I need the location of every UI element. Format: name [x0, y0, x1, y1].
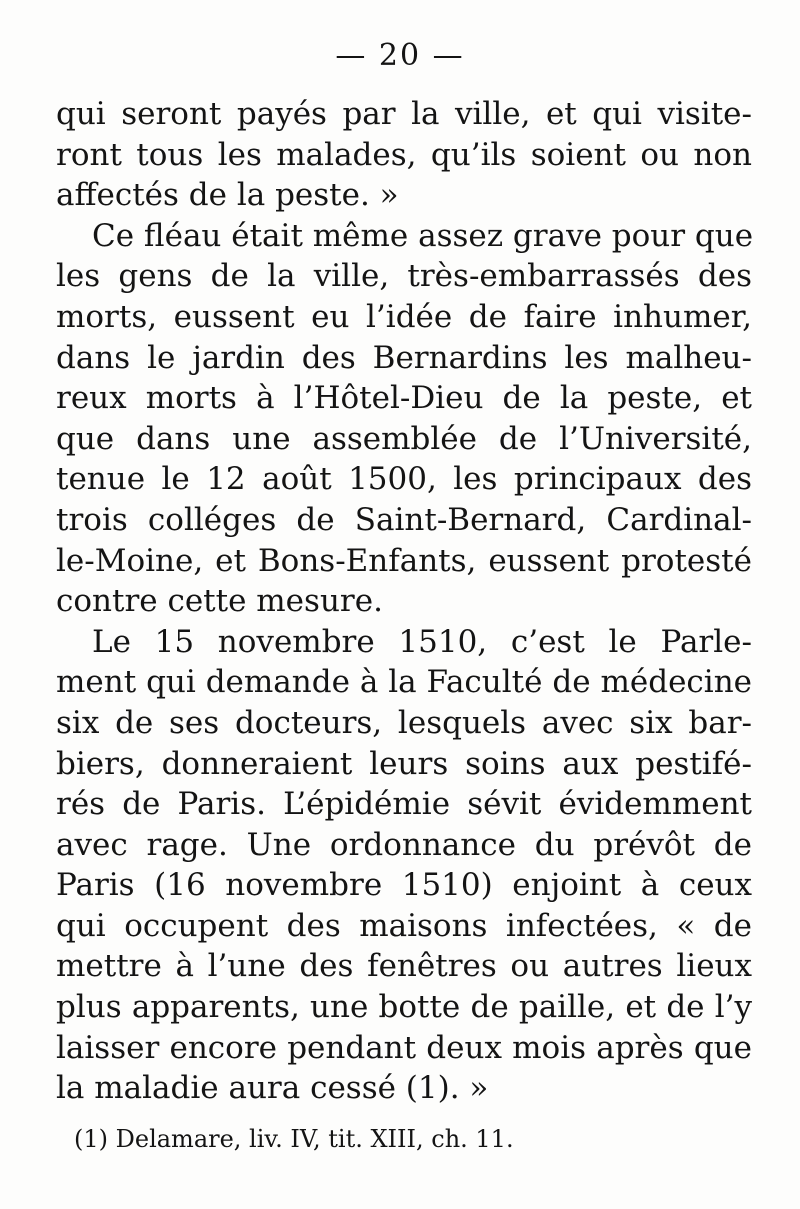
text-line: laisser encore pendant deux mois après que	[56, 1029, 752, 1066]
text-line: mettre à l’une des fenêtres ou autres lieux	[56, 948, 752, 985]
text-line: reux morts à l’Hôtel-Dieu de la peste, et	[56, 380, 752, 417]
text-line: rés de Paris. L’épidémie sévit évidemment	[56, 786, 752, 823]
text-line: la maladie aura cessé (1). »	[56, 1070, 489, 1107]
text-line: dans le jardin des Bernardins les malheu-	[56, 339, 752, 376]
text-line: tenue le 12 août 1500, les principaux des	[56, 461, 752, 498]
text-line: Le 15 novembre 1510, c’est le Parle-	[92, 623, 752, 660]
text-line: le-Moine, et Bons-Enfants, eussent protesté	[56, 542, 752, 579]
text-line: qui occupent des maisons infectées, « de	[56, 907, 752, 944]
body-text	[56, 94, 752, 1109]
text-line: les gens de la ville, très-embarrassés des	[56, 258, 752, 295]
text-line: ront tous les malades, qu’ils soient ou non	[56, 136, 752, 173]
text-line: affectés de la peste. »	[56, 177, 399, 214]
page-number: — 20 —	[335, 38, 465, 73]
text-line: six de ses docteurs, lesquels avec six bar-	[56, 704, 752, 741]
text-line: trois colléges de Saint-Bernard, Cardinal-	[56, 501, 752, 538]
text-line: qui seront payés par la ville, et qui visite-	[56, 96, 752, 132]
text-line: plus apparents, une botte de paille, et de l’y	[56, 989, 752, 1026]
footnote: (1) Delamare, liv. IV, tit. XIII, ch. 11.	[74, 1125, 514, 1153]
text-line: que dans une assemblée de l’Université,	[56, 420, 752, 457]
text-line: ment qui demande à la Faculté de médecine	[56, 664, 752, 701]
text-line: Ce fléau était même assez grave pour que	[92, 217, 754, 254]
text-line: Paris (16 novembre 1510) enjoint à ceux	[56, 867, 752, 904]
text-line: contre cette mesure.	[56, 583, 383, 620]
text-line: biers, donneraient leurs soins aux pestifé-	[56, 745, 752, 782]
text-line: avec rage. Une ordonnance du prévôt de	[56, 826, 752, 863]
text-line: morts, eussent eu l’idée de faire inhumer,	[56, 298, 752, 335]
